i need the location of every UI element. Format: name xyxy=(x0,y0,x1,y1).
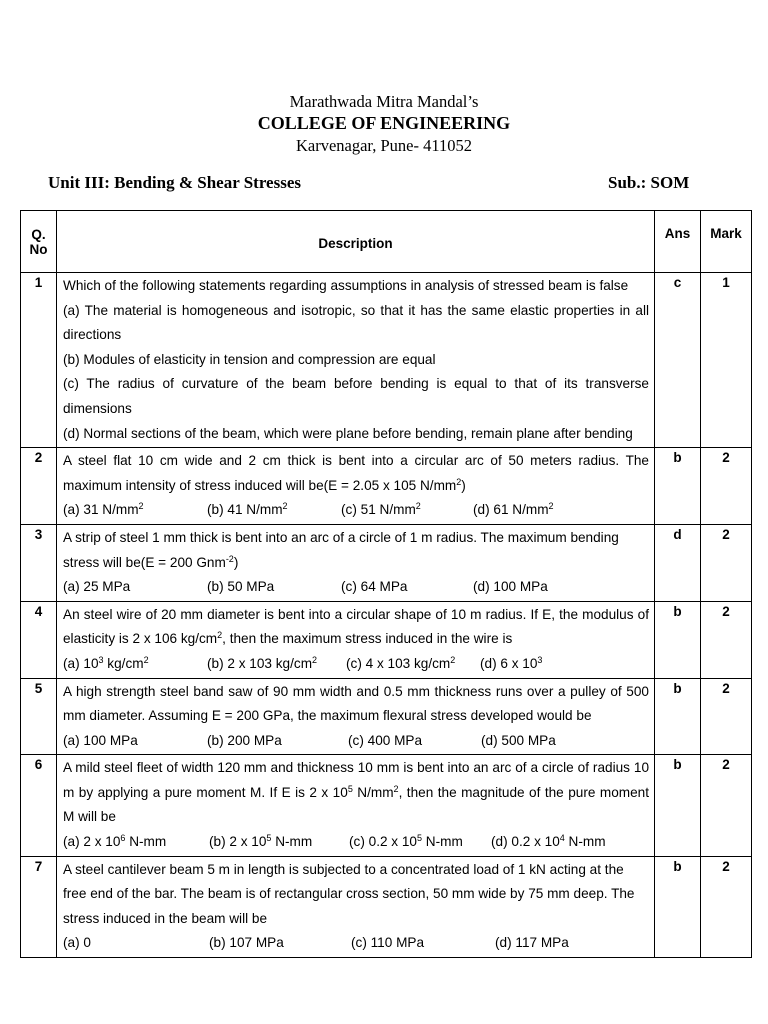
question-description xyxy=(57,448,655,525)
option-a: (a) 100 MPa xyxy=(63,732,138,748)
mark-value: 1 xyxy=(701,273,752,448)
option-d: (d) 100 MPa xyxy=(473,579,548,595)
question-number: 3 xyxy=(21,524,57,601)
option-a-superscript: 6 xyxy=(120,833,126,844)
option-a xyxy=(63,830,209,855)
option-a xyxy=(63,498,207,523)
stem-text-end: , then the maximum stress induced in the wire is xyxy=(222,631,513,647)
question-stem xyxy=(63,603,649,652)
header-mark: Mark xyxy=(701,211,752,273)
options-row xyxy=(63,931,649,956)
option-a-text: (a) 10 xyxy=(63,655,99,671)
option-c xyxy=(341,498,473,523)
option-b: (b) Modules of elasticity in tension and compression are equal xyxy=(63,351,436,367)
options-row xyxy=(63,498,649,523)
answer-key: b xyxy=(655,755,701,856)
stem-text-end: , then the magnitude of the pure moment M will be xyxy=(63,784,649,825)
unit-title: Unit III: Bending & Shear Stresses xyxy=(48,173,301,192)
table-row xyxy=(21,856,752,957)
option-c-text: (c) 0.2 x 10 xyxy=(349,834,417,850)
options-row xyxy=(63,830,649,855)
option-c-text: (c) 4 x 103 kg/cm xyxy=(346,655,451,671)
stem-superscript: 5 xyxy=(347,783,353,794)
institution-name: Marathwada Mitra Mandal’s xyxy=(289,92,479,111)
mark-value: 2 xyxy=(701,678,752,755)
option-b xyxy=(207,498,341,523)
option-a-superscript: 2 xyxy=(138,501,144,512)
option-a: (a) 25 MPa xyxy=(63,579,131,595)
table-row xyxy=(21,755,752,856)
stem-superscript: 2 xyxy=(217,630,223,641)
option-b: (b) 107 MPa xyxy=(209,935,284,951)
option-d-unit: N-mm xyxy=(564,834,606,850)
table-row xyxy=(21,448,752,525)
answer-key: b xyxy=(655,448,701,525)
option-a xyxy=(63,652,207,677)
stem-superscript: 2 xyxy=(456,476,462,487)
answer-key: b xyxy=(655,601,701,678)
option-b-unit: N-mm xyxy=(271,834,313,850)
stem-text-end: ) xyxy=(233,554,239,570)
option-a-unit-superscript: 2 xyxy=(143,654,149,665)
option-d xyxy=(480,652,542,677)
stem-text: A strip of steel 1 mm thick is bent into an arc of a circle of 1 m radius. The maximum bending stress will be(E = 200 Gnm xyxy=(63,529,619,570)
option-c xyxy=(346,652,480,677)
option-c-text: (c) 51 N/mm xyxy=(341,502,416,518)
header-description: Description xyxy=(57,211,655,273)
question-number: 6 xyxy=(21,755,57,856)
option-b-superscript: 2 xyxy=(312,654,318,665)
college-address: Karvenagar, Pune- 411052 xyxy=(295,136,473,155)
option-b-text: (b) 2 x 103 kg/cm xyxy=(207,655,313,671)
option-c: (c) 110 MPa xyxy=(351,935,425,951)
option-d-text: (d) 61 N/mm xyxy=(473,502,549,518)
table-row xyxy=(21,524,752,601)
table-row xyxy=(21,601,752,678)
option-d-text: (d) 6 x 10 xyxy=(480,655,538,671)
option-c: (c) The radius of curvature of the beam before bending is equal to that of its transverse dimensions xyxy=(63,376,649,416)
answer-key: b xyxy=(655,856,701,957)
stem-text: A mild steel fleet of width 120 mm and thickness 10 mm is bent into an arc of a circle of radius 10 m by applying a pure moment M. If E is 2 x 10 xyxy=(63,760,649,800)
option-d-superscript: 2 xyxy=(548,501,554,512)
question-description xyxy=(57,755,655,856)
stem-text: An steel wire of 20 mm diameter is bent into a circular shape of 10 m radius. If E, the modulus of elasticity is 2 x 106 kg/cm xyxy=(63,606,649,647)
mark-value: 2 xyxy=(701,856,752,957)
table-header-row xyxy=(21,211,752,273)
option-d-superscript: 3 xyxy=(537,654,543,665)
options-row xyxy=(63,575,649,600)
header-qno-line1: Q. xyxy=(31,226,46,242)
option-b xyxy=(209,830,349,855)
mark-value: 2 xyxy=(701,755,752,856)
stem-unit-superscript: 2 xyxy=(393,783,399,794)
mark-value: 2 xyxy=(701,448,752,525)
option-d-text: (d) 0.2 x 10 xyxy=(491,834,560,850)
option-a: (a) The material is homogeneous and isotropic, so that it has the same elastic properties in all directions xyxy=(63,302,649,343)
question-stem xyxy=(63,449,649,498)
option-b: (b) 200 MPa xyxy=(207,732,282,748)
option-c xyxy=(349,830,491,855)
question-number: 1 xyxy=(21,273,57,448)
question-table xyxy=(20,210,752,958)
question-stem: A high strength steel band saw of 90 mm width and 0.5 mm thickness runs over a pulley of 500 mm diameter. Assuming E = 200 GPa, the maximum flexural stress developed would be xyxy=(63,683,649,724)
question-description xyxy=(57,678,655,755)
question-stem: A steel cantilever beam 5 m in length is subjected to a concentrated load of 1 kN acting at the free end of the bar. The beam is of rectangular cross section, 50 mm wide by 75 mm deep. The stress induced in the beam will be xyxy=(63,861,635,926)
question-number: 5 xyxy=(21,678,57,755)
option-d: (d) 500 MPa xyxy=(481,732,556,748)
options-row xyxy=(63,652,649,677)
option-a-text: (a) 31 N/mm xyxy=(63,502,139,518)
option-d: (d) 117 MPa xyxy=(495,935,569,951)
option-c-superscript: 2 xyxy=(415,501,421,512)
header-qno-line2: No xyxy=(29,241,48,257)
option-b: (b) 50 MPa xyxy=(207,579,275,595)
question-description xyxy=(57,524,655,601)
question-stem: Which of the following statements regarding assumptions in analysis of stressed beam is false xyxy=(63,278,629,293)
option-d: (d) Normal sections of the beam, which were plane before bending, remain plane after bending xyxy=(63,425,633,441)
subject-label: Sub.: SOM xyxy=(608,173,690,192)
option-a: (a) 0 xyxy=(63,935,91,951)
question-description xyxy=(57,601,655,678)
question-number: 2 xyxy=(21,448,57,525)
stem-unit: N/mm xyxy=(352,784,394,800)
answer-key: b xyxy=(655,678,701,755)
option-d xyxy=(473,498,554,523)
question-number: 7 xyxy=(21,856,57,957)
option-d-superscript: 4 xyxy=(559,833,565,844)
header-ans: Ans xyxy=(655,211,701,273)
question-description xyxy=(57,856,655,957)
stem-text-end: ) xyxy=(461,477,466,493)
college-name: COLLEGE OF ENGINEERING xyxy=(257,113,511,133)
table-row xyxy=(21,678,752,755)
option-c: (c) 400 MPa xyxy=(348,732,423,748)
options-row xyxy=(63,729,649,754)
option-b-superscript: 5 xyxy=(266,833,272,844)
option-c-superscript: 2 xyxy=(450,654,456,665)
option-c-superscript: 5 xyxy=(417,833,423,844)
table-row xyxy=(21,273,752,448)
question-number: 4 xyxy=(21,601,57,678)
option-a-unit: N-mm xyxy=(125,834,167,850)
option-a-unit: kg/cm xyxy=(103,655,144,671)
question-stem xyxy=(63,756,649,830)
mark-value: 2 xyxy=(701,524,752,601)
option-a-superscript: 3 xyxy=(98,654,104,665)
option-c-unit: N-mm xyxy=(422,834,463,850)
option-b-text: (b) 41 N/mm xyxy=(207,502,283,518)
question-description xyxy=(57,273,655,448)
stem-superscript: -2 xyxy=(225,553,234,564)
header-qno xyxy=(21,211,57,273)
option-b-superscript: 2 xyxy=(282,501,288,512)
stem-text: A steel flat 10 cm wide and 2 cm thick is bent into a circular arc of 50 meters radius. The maximum intensity of stress induced will be(E = 2.05 x 105 N/mm xyxy=(63,453,649,493)
option-b xyxy=(207,652,346,677)
mark-value: 2 xyxy=(701,601,752,678)
answer-key: c xyxy=(655,273,701,448)
option-b-text: (b) 2 x 10 xyxy=(209,834,267,850)
answer-key: d xyxy=(655,524,701,601)
option-a-text: (a) 2 x 10 xyxy=(63,834,121,850)
question-stem xyxy=(63,526,649,575)
option-c: (c) 64 MPa xyxy=(341,579,408,595)
option-d xyxy=(491,830,606,855)
